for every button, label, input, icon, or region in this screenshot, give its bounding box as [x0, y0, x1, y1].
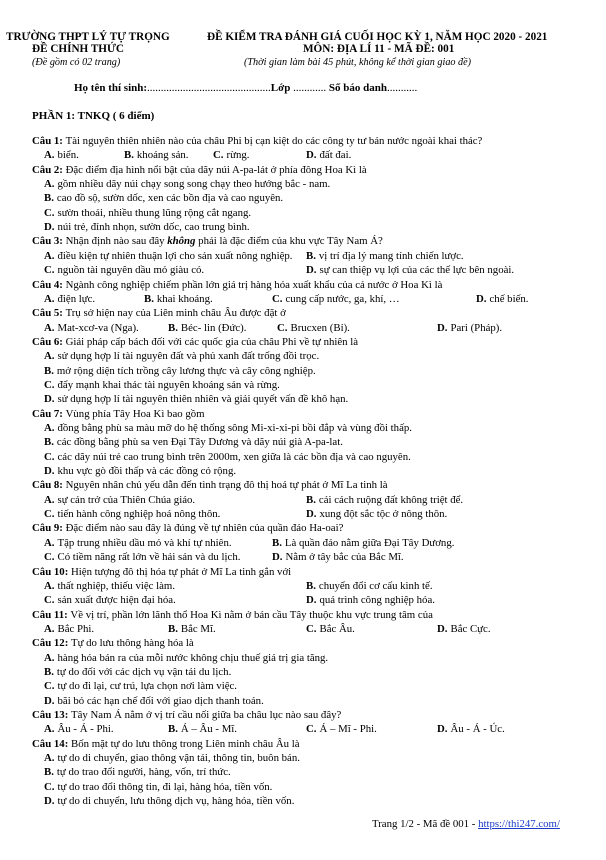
official-label: ĐỀ CHÍNH THỨC: [32, 43, 124, 55]
option-letter: A.: [44, 493, 55, 506]
answer-option-d: [272, 551, 404, 564]
option-text: chuyển đổi cơ cấu kinh tế.: [318, 579, 433, 592]
answer-option-c: [44, 781, 272, 794]
question-6: [32, 336, 358, 349]
question-text: Vùng phía Tây Hoa Kì bao gồm: [65, 407, 205, 420]
question-text: Tây Nam Á nằm ở vị trí cầu nối giữa ba châu lục nào sau đây?: [71, 709, 342, 721]
question-label: Câu 5:: [32, 307, 66, 320]
option-text: cao đồ sộ, sườn dốc, xen các bồn địa và cao nguyên.: [56, 192, 284, 205]
option-letter: A.: [44, 752, 55, 765]
answer-option-c: [277, 322, 350, 335]
option-text: Á – Mĩ - Phi.: [319, 723, 377, 736]
question-text: Về vị trí, phần lớn lãnh thổ Hoa Kì nằm ở bán cầu Tây thuộc khu vực trung tâm của: [70, 608, 433, 621]
option-letter: B.: [306, 249, 316, 262]
answer-option-c: [44, 680, 237, 693]
footer-text: Trang 1/2 - Mã đề 001 -: [372, 818, 479, 830]
question-text: Hiện tượng đô thị hóa tự phát ở Mĩ La tinh gắn với: [71, 565, 292, 578]
answer-option-d: [306, 264, 514, 277]
option-letter: C.: [306, 622, 317, 635]
answer-option-a: [44, 752, 300, 765]
option-letter: C.: [213, 149, 224, 162]
option-letter: B.: [306, 579, 316, 592]
option-letter: D.: [44, 795, 55, 808]
answer-option-c: [306, 723, 377, 736]
answer-option-b: [144, 293, 213, 306]
class-label: Lớp: [270, 82, 291, 94]
option-letter: C.: [44, 206, 55, 219]
question-14: [32, 738, 300, 751]
answer-option-d: [44, 795, 294, 808]
option-letter: D.: [306, 264, 317, 277]
answer-option-d: [306, 149, 351, 162]
id-dots: ...........: [386, 82, 418, 94]
question-text: Đặc điểm nào sau đây là đúng về tự nhiên của quần đảo Ha-oai?: [65, 522, 344, 535]
answer-option-b: [44, 666, 231, 679]
option-letter: C.: [44, 551, 55, 564]
option-letter: A.: [44, 178, 55, 191]
answer-option-d: [437, 723, 505, 736]
answer-option-a: [44, 652, 328, 665]
option-letter: D.: [437, 321, 448, 334]
answer-option-b: [124, 149, 188, 162]
option-text: Brucxen (Bỉ).: [290, 321, 350, 334]
question-label: Câu 7:: [32, 407, 66, 420]
answer-option-a: [44, 293, 95, 306]
option-text: Âu - Á - Phi.: [57, 723, 114, 736]
question-7: [32, 408, 205, 421]
option-letter: A.: [44, 422, 55, 434]
question-text: Trụ sở hiện nay của Liên minh châu Âu được đặt ở: [65, 307, 286, 320]
answer-option-c: [44, 551, 240, 564]
question-text: Nhận định nào sau đây: [65, 235, 168, 248]
question-label: Câu 13:: [32, 709, 71, 721]
option-letter: D.: [437, 723, 448, 736]
option-text: Âu - Á - Úc.: [450, 723, 505, 736]
option-text: nguồn tài nguyên dầu mỏ giàu có.: [57, 264, 205, 277]
option-letter: A.: [44, 249, 55, 262]
answer-option-c: [44, 594, 176, 607]
section-heading: PHẦN 1: TNKQ ( 6 điểm): [32, 110, 155, 122]
answer-option-b: [306, 494, 463, 507]
answer-option-d: [476, 293, 528, 306]
option-text: hàng hóa bán ra của mỗi nước không chịu thuế giá trị gia tăng.: [57, 651, 329, 664]
option-text: sử dụng hợp lí tài nguyên đất và phủ xanh đất trống đồi trọc.: [57, 350, 320, 363]
option-letter: D.: [44, 465, 55, 478]
option-letter: B.: [306, 493, 316, 506]
answer-option-b: [272, 537, 454, 550]
option-text: đẩy mạnh khai thác tài nguyên khoáng sản và rừng.: [57, 378, 280, 391]
question-label: Câu 8:: [32, 479, 66, 492]
answer-option-c: [44, 207, 251, 220]
option-text: Bắc Phi.: [57, 622, 95, 635]
question-8: [32, 479, 388, 492]
option-text: bãi bỏ các hạn chế đối với giao dịch thanh toán.: [57, 694, 264, 707]
option-letter: A.: [44, 622, 55, 635]
answer-option-b: [168, 322, 246, 335]
question-text: Đặc điểm địa hình nổi bật của dãy núi A-pa-lát ở phía đông Hoa Kì là: [65, 163, 367, 176]
option-text: sự cản trở của Thiên Chúa giáo.: [57, 493, 196, 506]
option-letter: D.: [306, 594, 317, 607]
answer-option-a: [44, 537, 232, 550]
question-text: Bốn mặt tự do lưu thông trong Liên minh châu Âu là: [71, 737, 300, 750]
option-letter: D.: [306, 149, 317, 162]
option-text: Bắc Cực.: [450, 622, 491, 635]
option-text: sườn thoải, nhiều thung lũng rộng cắt ngang.: [57, 206, 252, 219]
option-letter: B.: [44, 192, 54, 205]
question-12: [32, 637, 194, 650]
option-letter: B.: [44, 436, 54, 449]
option-text: điện lực.: [57, 292, 96, 305]
option-letter: A.: [44, 292, 55, 305]
option-letter: A.: [44, 350, 55, 363]
question-label: Câu 3:: [32, 235, 66, 248]
answer-option-a: [44, 723, 114, 736]
option-text: biển.: [57, 149, 79, 162]
option-text: đồng bằng phù sa màu mỡ do hệ thống sông Mi-xi-xi-pi bồi đắp và vùng đồi thấp.: [57, 422, 412, 434]
option-text: mở rộng diện tích trồng cây lương thực và cây công nghiệp.: [56, 364, 316, 377]
option-text: quá trình công nghiệp hóa.: [319, 594, 435, 607]
answer-option-a: [44, 250, 292, 263]
option-letter: B.: [44, 766, 54, 779]
option-text: tự do trao đổi người, hàng, vốn, trí thức.: [56, 766, 231, 779]
option-text: tiến hành công nghiệp hoá nông thôn.: [57, 508, 221, 521]
option-text: rừng.: [226, 149, 250, 162]
question-label: Câu 14:: [32, 737, 71, 750]
answer-option-a: [44, 580, 175, 593]
option-letter: C.: [44, 680, 55, 693]
option-text: tự do trao đổi thông tin, đi lại, hàng hóa, tiền vốn.: [57, 780, 273, 793]
question-11: [32, 609, 433, 622]
answer-option-b: [168, 623, 216, 636]
option-letter: A.: [44, 149, 55, 162]
class-dots: ............: [293, 82, 327, 94]
option-letter: B.: [168, 321, 178, 334]
option-text: xung đột sắc tộc ở nông thôn.: [319, 508, 448, 521]
question-text-tail: phải là đặc điểm của khu vực Tây Nam Á?: [195, 235, 383, 248]
option-letter: C.: [44, 378, 55, 391]
answer-option-a: [44, 422, 412, 435]
id-label: Số báo danh: [328, 82, 387, 94]
question-text: Tài nguyên thiên nhiên nào của châu Phi bị cạn kiệt do các công ty tư bản nước ngoài khai thác?: [65, 135, 483, 147]
question-4: [32, 279, 442, 292]
answer-option-a: [44, 149, 79, 162]
option-letter: D.: [44, 393, 55, 406]
page-footer: [372, 818, 560, 830]
option-text: Bắc Mĩ.: [180, 622, 216, 635]
option-text: tự do di chuyển, lưu thông dịch vụ, hàng hóa, tiền vốn.: [57, 795, 295, 808]
option-letter: D.: [44, 221, 55, 234]
option-letter: D.: [476, 292, 487, 305]
option-text: các dãy núi trẻ cao trung bình trên 2000m, xen giữa là các bồn địa và cao nguyên.: [57, 450, 411, 463]
answer-option-c: [44, 451, 411, 464]
option-text: Có tiềm năng rất lớn về hải sản và du lịch.: [57, 551, 241, 564]
option-letter: B.: [144, 292, 154, 305]
option-letter: C.: [44, 780, 55, 793]
subject-line: MÔN: ĐỊA LÍ 11 - MÃ ĐỀ: 001: [303, 43, 455, 55]
answer-option-c: [272, 293, 400, 306]
answer-option-b: [306, 250, 464, 263]
option-text: Tập trung nhiều dầu mỏ và khí tự nhiên.: [57, 536, 232, 549]
answer-option-b: [44, 436, 343, 449]
answer-option-c: [44, 379, 280, 392]
exam-title: ĐỀ KIỂM TRA ĐÁNH GIÁ CUỐI HỌC KỲ 1, NĂM HỌC 2020 - 2021: [207, 31, 548, 43]
option-letter: B.: [44, 364, 54, 377]
answer-option-b: [44, 365, 316, 378]
option-text: Nằm ở tây bắc của Bắc Mĩ.: [285, 551, 404, 564]
option-text: gồm nhiều dãy núi chạy song song chạy theo hướng bắc - nam.: [57, 178, 331, 191]
answer-option-a: [44, 178, 330, 191]
answer-option-d: [44, 465, 236, 478]
question-text: Nguyên nhân chủ yếu dẫn đến tình trạng đô thị hoá tự phát ở Mĩ La tinh là: [65, 479, 388, 492]
option-letter: B.: [272, 536, 282, 549]
question-label: Câu 6:: [32, 335, 66, 348]
option-text: chế biến.: [489, 292, 529, 305]
name-label: Họ tên thí sinh:: [74, 82, 148, 94]
option-text: thất nghiệp, thiếu việc làm.: [57, 579, 176, 592]
answer-option-b: [306, 580, 433, 593]
question-3: [32, 235, 383, 248]
answer-option-d: [44, 393, 348, 406]
option-letter: D.: [306, 508, 317, 521]
option-text: Là quần đảo nằm giữa Đại Tây Dương.: [284, 536, 455, 549]
answer-option-a: [44, 350, 319, 363]
option-letter: A.: [44, 321, 55, 334]
answer-option-b: [44, 192, 283, 205]
answer-option-d: [306, 594, 435, 607]
option-text: khoáng sản.: [136, 149, 189, 162]
option-text: tự do đối với các dịch vụ vận tải du lịch.: [56, 665, 232, 678]
option-text: các đồng bằng phù sa ven Đại Tây Dương và dãy núi già A-pa-lat.: [56, 436, 343, 449]
answer-option-d: [44, 221, 250, 234]
answer-option-c: [44, 508, 220, 521]
question-emphasis: không: [167, 235, 196, 248]
option-letter: A.: [44, 536, 55, 549]
option-text: sản xuất được hiện đại hóa.: [57, 594, 176, 607]
option-text: cải cách ruộng đất không triệt để.: [318, 493, 464, 506]
option-text: Pari (Pháp).: [450, 321, 503, 334]
name-dots: .............................................: [147, 82, 271, 94]
question-label: Câu 11:: [32, 608, 71, 621]
answer-option-d: [437, 322, 502, 335]
option-text: Béc- lin (Đức).: [180, 321, 247, 334]
question-label: Câu 4:: [32, 278, 66, 291]
question-label: Câu 12:: [32, 637, 71, 650]
answer-option-d: [44, 695, 264, 708]
option-letter: A.: [44, 579, 55, 592]
option-letter: C.: [277, 321, 288, 334]
question-1: [32, 135, 482, 148]
question-text: Ngành công nghiệp chiếm phần lớn giá trị hàng hóa xuất khẩu của cả nước ở Hoa Kì là: [65, 278, 443, 291]
answer-option-c: [44, 264, 204, 277]
option-text: cung cấp nước, ga, khí, …: [285, 292, 400, 305]
option-letter: D.: [437, 622, 448, 635]
option-letter: C.: [44, 450, 55, 463]
answer-option-d: [306, 508, 447, 521]
option-text: điều kiện tự nhiên thuận lợi cho sản xuất nông nghiệp.: [57, 249, 293, 262]
option-text: khai khoáng.: [156, 292, 213, 305]
question-label: Câu 1:: [32, 135, 66, 147]
option-text: núi trẻ, đỉnh nhọn, sườn dốc, cao trung bình.: [57, 221, 250, 234]
question-label: Câu 10:: [32, 565, 71, 578]
time-note: (Thời gian làm bài 45 phút, không kể thời gian giao đề): [244, 57, 472, 68]
option-text: vị trí địa lý mang tính chiến lược.: [318, 249, 464, 262]
option-letter: C.: [272, 292, 283, 305]
option-letter: D.: [44, 694, 55, 707]
question-label: Câu 9:: [32, 522, 66, 535]
answer-option-b: [168, 723, 237, 736]
question-text: Giải pháp cấp bách đối với các quốc gia của châu Phi về tự nhiên là: [65, 335, 359, 348]
question-text: Tự do lưu thông hàng hóa là: [71, 637, 194, 650]
answer-option-b: [44, 766, 231, 779]
option-text: Bắc Âu.: [319, 622, 355, 635]
pages-note: (Đề gồm có 02 trang): [32, 57, 121, 68]
option-text: sử dụng hợp lí tài nguyên thiên nhiên và giải quyết vấn đề khô hạn.: [57, 393, 349, 406]
option-letter: B.: [44, 665, 54, 678]
question-10: [32, 566, 291, 579]
option-text: tự do đi lại, cư trú, lựa chọn nơi làm việc.: [57, 680, 237, 693]
option-letter: D.: [272, 551, 283, 564]
answer-option-c: [306, 623, 355, 636]
option-text: khu vực gò đồi thấp và các đồng cỏ rộng.: [57, 465, 237, 478]
option-text: Á – Âu - Mĩ.: [180, 723, 237, 736]
question-2: [32, 164, 367, 177]
option-letter: A.: [44, 723, 55, 736]
answer-option-d: [437, 623, 491, 636]
question-label: Câu 2:: [32, 163, 66, 176]
option-letter: B.: [124, 149, 134, 162]
answer-option-c: [213, 149, 249, 162]
option-letter: C.: [306, 723, 317, 736]
option-letter: B.: [168, 723, 178, 736]
question-9: [32, 522, 343, 535]
answer-option-a: [44, 623, 94, 636]
answer-option-a: [44, 322, 139, 335]
option-text: tự do di chuyển, giao thông vận tải, thông tin, buôn bán.: [57, 752, 300, 765]
school-name: TRƯỜNG THPT LÝ TỰ TRỌNG: [6, 31, 170, 43]
option-text: đất đai.: [319, 149, 352, 162]
student-info-line: [74, 82, 417, 95]
footer-link[interactable]: https://thi247.com/: [478, 818, 560, 830]
question-13: [32, 709, 341, 722]
option-letter: C.: [44, 594, 55, 607]
answer-option-a: [44, 494, 195, 507]
question-5: [32, 307, 286, 320]
option-letter: A.: [44, 651, 55, 664]
option-letter: C.: [44, 508, 55, 521]
option-letter: C.: [44, 264, 55, 277]
option-text: sự can thiệp vụ lợi của các thế lực bên ngoài.: [319, 264, 515, 277]
option-text: Mat-xcơ-va (Nga).: [57, 321, 139, 334]
option-letter: B.: [168, 622, 178, 635]
